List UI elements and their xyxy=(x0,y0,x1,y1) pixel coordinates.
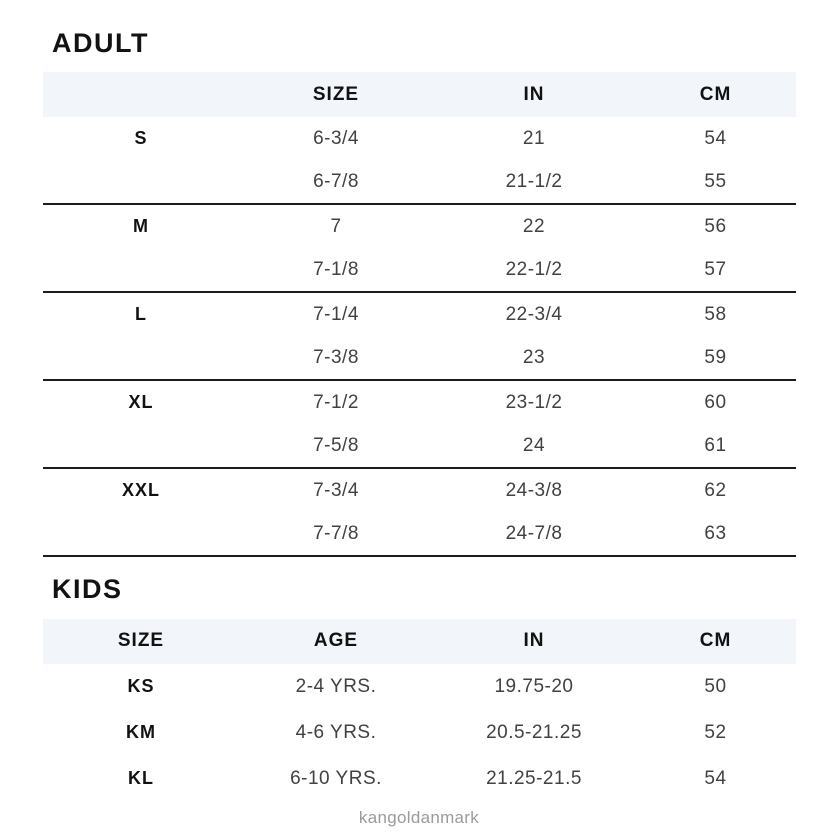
cm-value: 62 xyxy=(704,479,727,501)
table-row xyxy=(43,381,796,424)
in-value: 19.75-20 xyxy=(494,675,574,697)
size-label: KL xyxy=(128,768,154,789)
cm-value: 50 xyxy=(704,675,727,697)
size-label: S xyxy=(134,128,148,149)
kids-header-in: IN xyxy=(523,630,545,652)
table-row xyxy=(43,117,796,160)
cm-value: 52 xyxy=(704,721,727,743)
age-value: 2-4 YRS. xyxy=(295,675,377,697)
table-row xyxy=(43,664,796,710)
table-row xyxy=(43,293,796,336)
in-value: 23 xyxy=(522,346,546,368)
table-row xyxy=(43,336,796,381)
size-value: 6-3/4 xyxy=(313,127,359,149)
size-value: 7-7/8 xyxy=(313,522,359,544)
kids-header-age: AGE xyxy=(313,630,359,652)
adult-section-title: ADULT xyxy=(52,28,149,58)
size-value: 7-3/4 xyxy=(313,479,359,501)
size-label: XXL xyxy=(121,480,160,501)
adult-size-table xyxy=(43,72,796,557)
cm-value: 60 xyxy=(704,391,727,413)
table-row xyxy=(43,160,796,205)
table-row xyxy=(43,469,796,512)
size-value: 7-1/2 xyxy=(313,391,359,413)
cm-value: 55 xyxy=(704,170,727,192)
table-row xyxy=(43,756,796,802)
size-label: XL xyxy=(128,392,154,413)
kids-table-header-row xyxy=(43,619,796,664)
in-value: 24 xyxy=(522,434,546,456)
cm-value: 58 xyxy=(704,303,727,325)
table-row xyxy=(43,248,796,293)
in-value: 24-7/8 xyxy=(505,522,563,544)
in-value: 22 xyxy=(522,215,546,237)
cm-value: 61 xyxy=(704,434,727,456)
in-value: 21.25-21.5 xyxy=(486,767,582,789)
cm-value: 57 xyxy=(704,258,727,280)
adult-header-cm: CM xyxy=(699,83,732,105)
adult-header-in: IN xyxy=(523,83,545,105)
kids-section-title: KIDS xyxy=(52,574,123,605)
cm-value: 54 xyxy=(704,127,727,149)
cm-value: 56 xyxy=(704,215,727,237)
size-label: M xyxy=(133,216,149,237)
size-value: 7-5/8 xyxy=(313,434,359,456)
brand-watermark: kangoldanmark xyxy=(358,807,480,827)
adult-table-header-row xyxy=(43,72,796,117)
size-label: KS xyxy=(127,676,155,697)
in-value: 24-3/8 xyxy=(505,479,563,501)
size-label: KM xyxy=(126,722,156,743)
cm-value: 59 xyxy=(704,346,727,368)
content-area xyxy=(43,29,796,802)
in-value: 22-3/4 xyxy=(505,303,563,325)
size-value: 7-3/8 xyxy=(313,346,359,368)
size-value: 7-1/8 xyxy=(313,258,359,280)
table-row xyxy=(43,512,796,557)
table-row xyxy=(43,424,796,469)
kids-header-cm: CM xyxy=(699,630,732,652)
size-value: 7 xyxy=(330,215,342,237)
age-value: 4-6 YRS. xyxy=(295,721,377,743)
age-value: 6-10 YRS. xyxy=(290,767,382,789)
cm-value: 54 xyxy=(704,767,727,789)
in-value: 22-1/2 xyxy=(505,258,563,280)
cm-value: 63 xyxy=(704,522,727,544)
size-value: 7-1/4 xyxy=(313,303,359,325)
kids-size-table xyxy=(43,619,796,802)
size-value: 6-7/8 xyxy=(313,170,359,192)
adult-header-size: SIZE xyxy=(312,83,360,105)
in-value: 23-1/2 xyxy=(505,391,563,413)
table-row xyxy=(43,205,796,248)
table-row xyxy=(43,710,796,756)
in-value: 21-1/2 xyxy=(505,170,563,192)
kids-header-size: SIZE xyxy=(117,630,165,652)
size-label: L xyxy=(135,304,147,325)
in-value: 21 xyxy=(522,127,546,149)
in-value: 20.5-21.25 xyxy=(486,721,582,743)
